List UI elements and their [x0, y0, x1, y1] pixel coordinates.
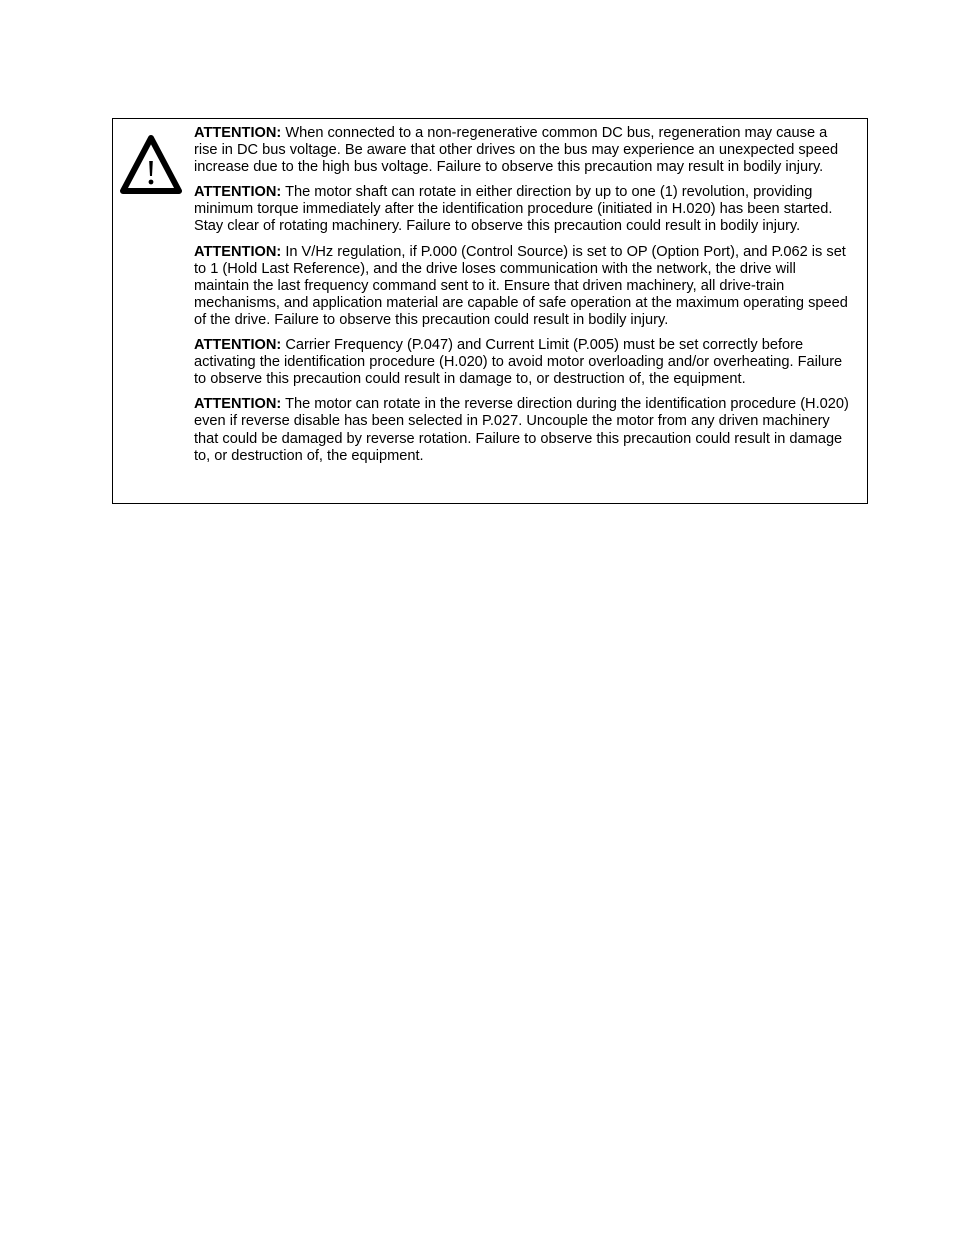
attention-text: When connected to a non-regenerative common DC bus, regeneration may cause a rise in DC bus voltage. Be aware that other drives on the bus may experience an unexpected speed increase due to the high bus voltage. Failure to observe this precaution may result in bodily injury.: [194, 125, 839, 176]
attention-paragraphs: [194, 125, 851, 465]
attention-paragraph: [194, 184, 851, 235]
attention-text: In V/Hz regulation, if P.000 (Control Source) is set to OP (Option Port), and P.062 is set to 1 (Hold Last Reference), and the drive loses communication with the network, the drive will maintain the last frequency command sent to it. Ensure that driven machinery, all drive-train mechanisms, and application material are capable of safe operation at the maximum operating speed of the drive. Failure to observe this precaution could result in bodily injury.: [194, 243, 848, 328]
attention-paragraph: [194, 125, 851, 176]
attention-paragraph: [194, 337, 851, 388]
attention-box: [112, 118, 868, 504]
attention-text: The motor shaft can rotate in either direction by up to one (1) revolution, providing minimum torque immediately after the identification procedure (initiated in H.020) has been started. Stay clear of rotating machinery. Failure to observe this precaution could result in bodily injury.: [194, 184, 833, 235]
attention-lead: ATTENTION:: [194, 396, 282, 413]
attention-text: Carrier Frequency (P.047) and Current Limit (P.005) must be set correctly before activating the identification procedure (H.020) to avoid motor overloading and/or overheating. Failure to observe this precaution could result in damage to, or destruction of, the equipment.: [194, 337, 843, 388]
attention-lead: ATTENTION:: [194, 125, 282, 141]
attention-text: The motor can rotate in the reverse direction during the identification procedure (H.020) even if reverse disable has been selected in P.027. Uncouple the motor from any driven machinery that could be damaged by reverse rotation. Failure to observe this precaution could result in damage to, or destruction of, the equipment.: [194, 396, 849, 464]
warning-triangle-icon: [117, 127, 185, 195]
attention-lead: ATTENTION:: [194, 337, 282, 354]
attention-lead: ATTENTION:: [194, 184, 282, 201]
attention-paragraph: [194, 244, 851, 329]
attention-lead: ATTENTION:: [194, 243, 282, 260]
attention-paragraph: [194, 396, 851, 464]
